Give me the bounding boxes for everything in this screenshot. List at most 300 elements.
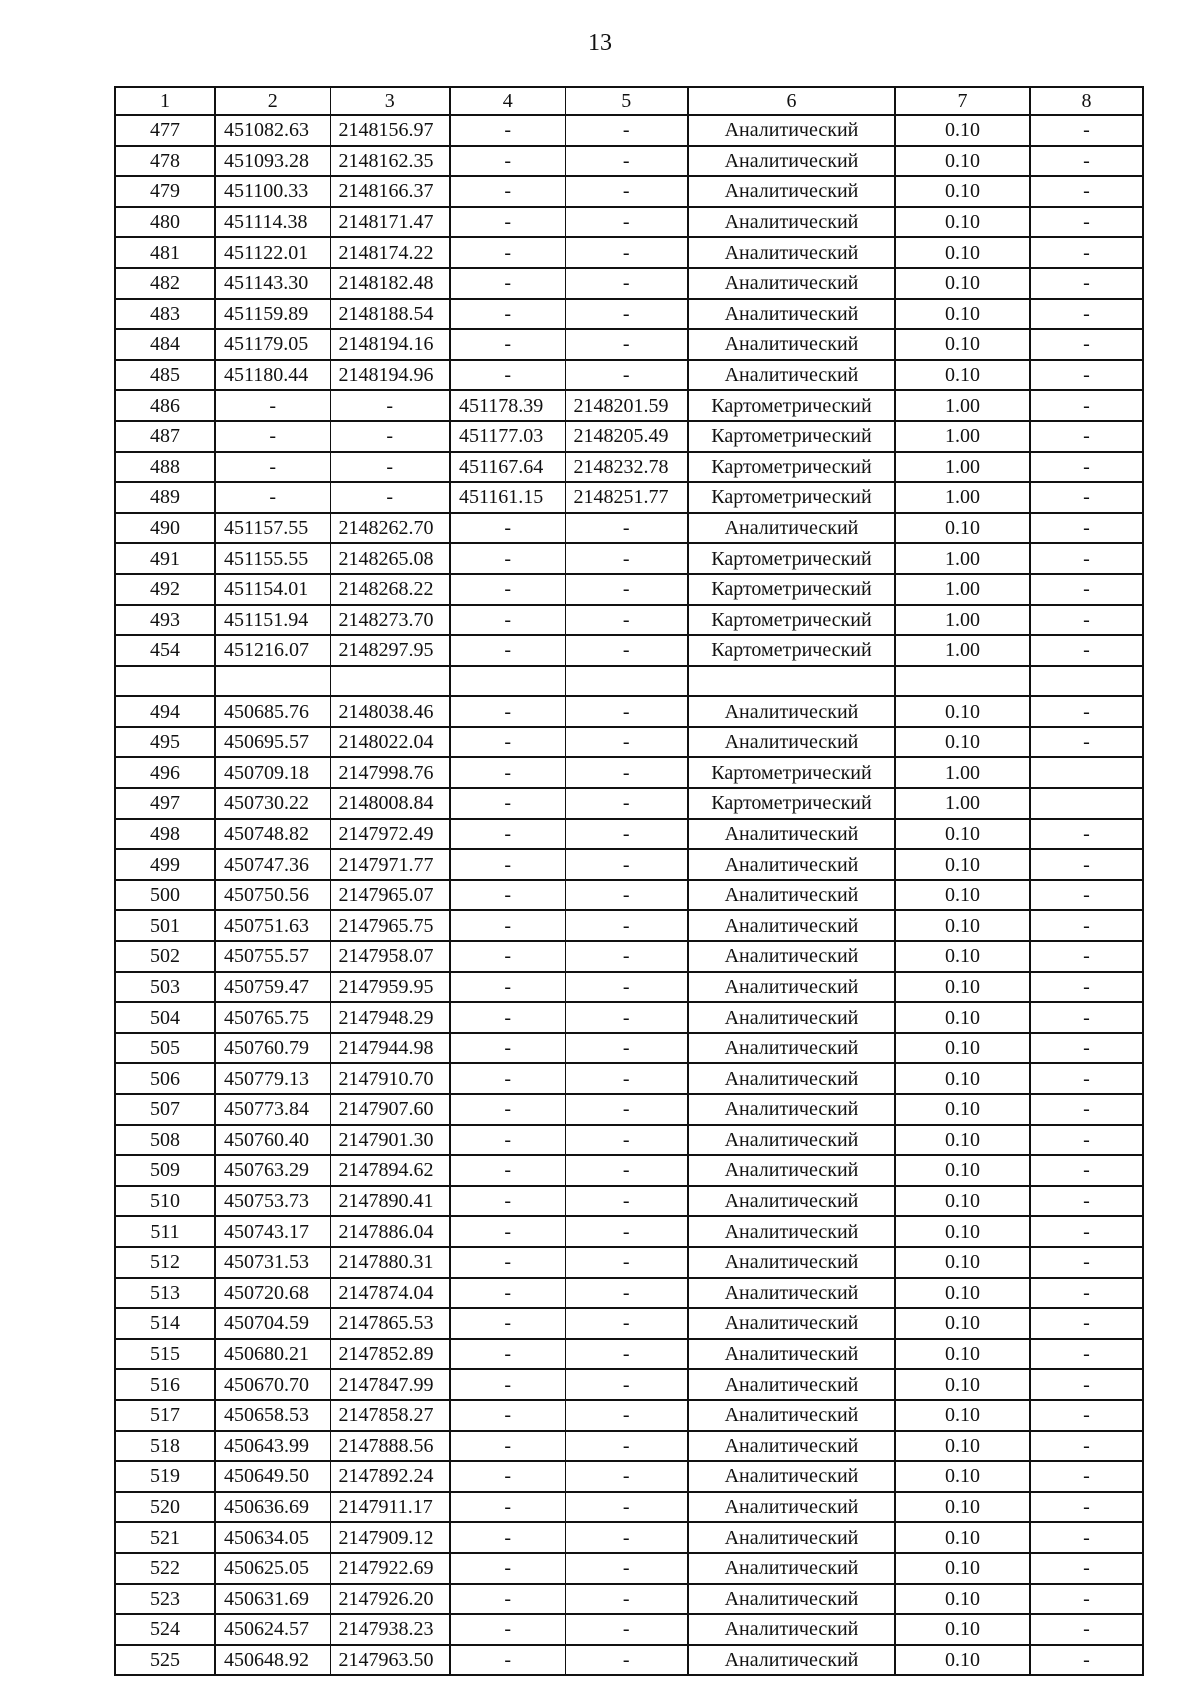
- table-cell: 2148194.96: [330, 360, 450, 391]
- table-cell: -: [450, 574, 565, 605]
- table-cell: -: [565, 207, 688, 238]
- table-cell: 1.00: [895, 421, 1030, 452]
- table-cell: [1030, 788, 1143, 819]
- table-cell: 2148174.22: [330, 237, 450, 268]
- table-cell: 0.10: [895, 1400, 1030, 1431]
- table-cell: 491: [115, 543, 215, 574]
- table-cell: 450759.47: [215, 972, 330, 1003]
- table-cell: -: [450, 941, 565, 972]
- table-cell: 450730.22: [215, 788, 330, 819]
- table-cell: 504: [115, 1002, 215, 1033]
- table-cell: 0.10: [895, 1431, 1030, 1462]
- table-cell: -: [565, 360, 688, 391]
- table-row: [115, 1431, 1143, 1462]
- table-cell: 2148232.78: [565, 452, 688, 483]
- table-cell: 450695.57: [215, 727, 330, 758]
- table-cell: -: [330, 421, 450, 452]
- table-cell: -: [1030, 972, 1143, 1003]
- table-cell: Аналитический: [688, 880, 895, 911]
- table-cell: 1.00: [895, 574, 1030, 605]
- table-cell: 2147922.69: [330, 1553, 450, 1584]
- table-row: [115, 1247, 1143, 1278]
- table-cell: 2147971.77: [330, 849, 450, 880]
- table-cell: 1.00: [895, 605, 1030, 636]
- table-cell: -: [330, 452, 450, 483]
- table-cell: 0.10: [895, 176, 1030, 207]
- table-cell: 496: [115, 757, 215, 788]
- table-row: [115, 1461, 1143, 1492]
- table-cell: 450680.21: [215, 1339, 330, 1370]
- table-cell: -: [1030, 360, 1143, 391]
- table-cell: -: [1030, 543, 1143, 574]
- table-cell: 450760.40: [215, 1125, 330, 1156]
- table-cell: Аналитический: [688, 1216, 895, 1247]
- table-cell: Аналитический: [688, 1247, 895, 1278]
- table-cell: 2147907.60: [330, 1094, 450, 1125]
- table-row: [115, 1186, 1143, 1217]
- table-row: [115, 1063, 1143, 1094]
- table-cell: 450753.73: [215, 1186, 330, 1217]
- table-cell: 2147852.89: [330, 1339, 450, 1370]
- table-cell: 450658.53: [215, 1400, 330, 1431]
- table-cell: -: [565, 329, 688, 360]
- table-cell: -: [565, 605, 688, 636]
- table-cell: Аналитический: [688, 1584, 895, 1615]
- table-cell: 2147892.24: [330, 1461, 450, 1492]
- table-cell: 0.10: [895, 329, 1030, 360]
- table-cell: 450648.92: [215, 1645, 330, 1676]
- table-cell: -: [450, 788, 565, 819]
- table-cell: Картометрический: [688, 635, 895, 666]
- table-cell: -: [1030, 1247, 1143, 1278]
- header-cell: 5: [565, 87, 688, 115]
- table-cell: -: [450, 605, 565, 636]
- table-cell: 482: [115, 268, 215, 299]
- table-cell: -: [330, 482, 450, 513]
- table-cell: 451178.39: [450, 390, 565, 421]
- table-cell: -: [1030, 482, 1143, 513]
- table-cell: 2148205.49: [565, 421, 688, 452]
- table-cell: -: [565, 268, 688, 299]
- table-cell: -: [565, 910, 688, 941]
- table-cell: 2147972.49: [330, 819, 450, 850]
- table-cell: 451179.05: [215, 329, 330, 360]
- table-cell: 515: [115, 1339, 215, 1370]
- table-cell: 2147888.56: [330, 1431, 450, 1462]
- table-row: [115, 1002, 1143, 1033]
- table-cell: 477: [115, 115, 215, 146]
- table-cell: Аналитический: [688, 1369, 895, 1400]
- table-cell: -: [565, 1155, 688, 1186]
- table-cell: 517: [115, 1400, 215, 1431]
- table-cell: 2147909.12: [330, 1522, 450, 1553]
- table-cell: -: [450, 1247, 565, 1278]
- table-cell: 450624.57: [215, 1614, 330, 1645]
- table-cell: 2147965.75: [330, 910, 450, 941]
- table-cell: 450743.17: [215, 1216, 330, 1247]
- table-cell: [895, 666, 1030, 697]
- table-cell: 0.10: [895, 513, 1030, 544]
- table-cell: 0.10: [895, 1125, 1030, 1156]
- table-cell: 450750.56: [215, 880, 330, 911]
- table-cell: -: [450, 207, 565, 238]
- table-row: [115, 1522, 1143, 1553]
- header-cell: 1: [115, 87, 215, 115]
- table-cell: -: [565, 819, 688, 850]
- table-cell: Аналитический: [688, 727, 895, 758]
- table-row: [115, 574, 1143, 605]
- table-cell: 2148022.04: [330, 727, 450, 758]
- table-cell: -: [1030, 176, 1143, 207]
- table-row: [115, 360, 1143, 391]
- table-cell: -: [1030, 910, 1143, 941]
- table-cell: 0.10: [895, 1461, 1030, 1492]
- table-row: [115, 176, 1143, 207]
- table-cell: 1.00: [895, 788, 1030, 819]
- table-cell: 2147944.98: [330, 1033, 450, 1064]
- table-cell: -: [1030, 1063, 1143, 1094]
- table-cell: 2148171.47: [330, 207, 450, 238]
- table-cell: 507: [115, 1094, 215, 1125]
- table-cell: 490: [115, 513, 215, 544]
- table-row: [115, 1278, 1143, 1309]
- table-cell: 2147858.27: [330, 1400, 450, 1431]
- table-row: [115, 452, 1143, 483]
- table-cell: 0.10: [895, 880, 1030, 911]
- table-cell: 0.10: [895, 910, 1030, 941]
- table-row: [115, 819, 1143, 850]
- table-cell: 0.10: [895, 1369, 1030, 1400]
- table-cell: 450755.57: [215, 941, 330, 972]
- table-cell: 451151.94: [215, 605, 330, 636]
- table-cell: Картометрический: [688, 605, 895, 636]
- table-cell: 0.10: [895, 1308, 1030, 1339]
- table-cell: 451122.01: [215, 237, 330, 268]
- table-cell: 2147926.20: [330, 1584, 450, 1615]
- table-cell: 516: [115, 1369, 215, 1400]
- table-cell: 450670.70: [215, 1369, 330, 1400]
- table-cell: Аналитический: [688, 941, 895, 972]
- table-row: [115, 1339, 1143, 1370]
- table-cell: 2148166.37: [330, 176, 450, 207]
- table-cell: -: [1030, 1614, 1143, 1645]
- table-cell: 2147938.23: [330, 1614, 450, 1645]
- table-cell: Аналитический: [688, 1094, 895, 1125]
- table-cell: 450649.50: [215, 1461, 330, 1492]
- table-cell: -: [565, 513, 688, 544]
- table-cell: 2147865.53: [330, 1308, 450, 1339]
- table-cell: 0.10: [895, 819, 1030, 850]
- table-cell: -: [565, 1522, 688, 1553]
- table-cell: 451159.89: [215, 299, 330, 330]
- table-cell: 0.10: [895, 1094, 1030, 1125]
- table-cell: -: [565, 1492, 688, 1523]
- table-cell: -: [565, 972, 688, 1003]
- table-cell: Аналитический: [688, 176, 895, 207]
- table-cell: -: [565, 299, 688, 330]
- table-cell: 0.10: [895, 1584, 1030, 1615]
- table-cell: -: [1030, 146, 1143, 177]
- table-cell: 0.10: [895, 1033, 1030, 1064]
- table-cell: -: [565, 757, 688, 788]
- table-cell: Аналитический: [688, 1553, 895, 1584]
- table-cell: 492: [115, 574, 215, 605]
- table-row: [115, 666, 1143, 697]
- table-cell: 2148156.97: [330, 115, 450, 146]
- table-cell: -: [1030, 605, 1143, 636]
- table-cell: 494: [115, 696, 215, 727]
- table-cell: -: [565, 788, 688, 819]
- table-cell: -: [450, 910, 565, 941]
- table-body: [115, 115, 1143, 1675]
- table-cell: -: [565, 849, 688, 880]
- table-row: [115, 299, 1143, 330]
- table-cell: -: [565, 146, 688, 177]
- table-cell: Аналитический: [688, 299, 895, 330]
- table-cell: -: [1030, 299, 1143, 330]
- table-cell: 450747.36: [215, 849, 330, 880]
- table-cell: Аналитический: [688, 1461, 895, 1492]
- table-cell: 451161.15: [450, 482, 565, 513]
- table-cell: 0.10: [895, 1492, 1030, 1523]
- table-row: [115, 635, 1143, 666]
- table-cell: -: [565, 635, 688, 666]
- table-cell: 2147948.29: [330, 1002, 450, 1033]
- table-cell: 2147886.04: [330, 1216, 450, 1247]
- table-cell: 0.10: [895, 1645, 1030, 1676]
- table-cell: -: [450, 1278, 565, 1309]
- table-cell: 451216.07: [215, 635, 330, 666]
- table-row: [115, 1553, 1143, 1584]
- table-cell: 2148251.77: [565, 482, 688, 513]
- table-row: [115, 696, 1143, 727]
- table-cell: 2147965.07: [330, 880, 450, 911]
- table-cell: Картометрический: [688, 788, 895, 819]
- table-cell: Аналитический: [688, 237, 895, 268]
- table-cell: 522: [115, 1553, 215, 1584]
- table-row: [115, 788, 1143, 819]
- table-cell: -: [1030, 1094, 1143, 1125]
- table-cell: 2148262.70: [330, 513, 450, 544]
- table-cell: Аналитический: [688, 696, 895, 727]
- table-cell: 0.10: [895, 727, 1030, 758]
- table-cell: 0.10: [895, 1553, 1030, 1584]
- table-cell: 2147890.41: [330, 1186, 450, 1217]
- table-cell: Аналитический: [688, 849, 895, 880]
- table-cell: 2147894.62: [330, 1155, 450, 1186]
- table-cell: 2148273.70: [330, 605, 450, 636]
- table-row: [115, 1216, 1143, 1247]
- table-cell: -: [450, 1614, 565, 1645]
- table-cell: 2148008.84: [330, 788, 450, 819]
- table-cell: -: [1030, 268, 1143, 299]
- page-number: 13: [588, 30, 612, 56]
- table-cell: 2147910.70: [330, 1063, 450, 1094]
- table-cell: -: [565, 880, 688, 911]
- table-cell: -: [565, 1339, 688, 1370]
- table-cell: -: [1030, 1033, 1143, 1064]
- table-cell: -: [1030, 574, 1143, 605]
- table-cell: Аналитический: [688, 910, 895, 941]
- table-cell: 487: [115, 421, 215, 452]
- table-cell: -: [450, 176, 565, 207]
- table-cell: -: [565, 1033, 688, 1064]
- table-cell: Аналитический: [688, 1339, 895, 1370]
- table-cell: -: [1030, 1492, 1143, 1523]
- table-cell: -: [565, 1216, 688, 1247]
- table-cell: -: [450, 1400, 565, 1431]
- table-cell: [115, 666, 215, 697]
- table-cell: 451114.38: [215, 207, 330, 238]
- table-row: [115, 1369, 1143, 1400]
- header-cell: 7: [895, 87, 1030, 115]
- table-cell: 450631.69: [215, 1584, 330, 1615]
- table-cell: Аналитический: [688, 1155, 895, 1186]
- table-cell: 501: [115, 910, 215, 941]
- table-cell: 454: [115, 635, 215, 666]
- table-cell: 450685.76: [215, 696, 330, 727]
- table-cell: 0.10: [895, 1278, 1030, 1309]
- table-cell: Картометрический: [688, 543, 895, 574]
- table-cell: Аналитический: [688, 1278, 895, 1309]
- table-cell: 450751.63: [215, 910, 330, 941]
- table-cell: 450636.69: [215, 1492, 330, 1523]
- table-cell: 451093.28: [215, 146, 330, 177]
- table-cell: -: [450, 1645, 565, 1676]
- table-cell: 2147963.50: [330, 1645, 450, 1676]
- table-cell: 451100.33: [215, 176, 330, 207]
- table-cell: -: [565, 176, 688, 207]
- table-cell: 451082.63: [215, 115, 330, 146]
- table-cell: 450720.68: [215, 1278, 330, 1309]
- table-cell: -: [450, 237, 565, 268]
- table-cell: 2148268.22: [330, 574, 450, 605]
- table-cell: Аналитический: [688, 360, 895, 391]
- table-cell: -: [565, 1002, 688, 1033]
- table-row: [115, 1033, 1143, 1064]
- table-cell: 518: [115, 1431, 215, 1462]
- table-cell: -: [450, 146, 565, 177]
- table-row: [115, 1492, 1143, 1523]
- table-cell: Аналитический: [688, 115, 895, 146]
- table-row: [115, 268, 1143, 299]
- table-cell: 2147911.17: [330, 1492, 450, 1523]
- table-cell: -: [450, 1186, 565, 1217]
- table-cell: Аналитический: [688, 1614, 895, 1645]
- table-cell: 1.00: [895, 757, 1030, 788]
- table-cell: Аналитический: [688, 1063, 895, 1094]
- table-cell: -: [565, 1308, 688, 1339]
- table-row: [115, 390, 1143, 421]
- table-cell: 0.10: [895, 972, 1030, 1003]
- table-cell: [565, 666, 688, 697]
- table-cell: Аналитический: [688, 207, 895, 238]
- table-row: [115, 237, 1143, 268]
- table-cell: 1.00: [895, 452, 1030, 483]
- table-cell: 480: [115, 207, 215, 238]
- table-cell: -: [450, 268, 565, 299]
- table-cell: -: [1030, 513, 1143, 544]
- table-cell: -: [1030, 849, 1143, 880]
- table-cell: 0.10: [895, 299, 1030, 330]
- table-cell: 450779.13: [215, 1063, 330, 1094]
- table-cell: 0.10: [895, 696, 1030, 727]
- table-cell: 1.00: [895, 390, 1030, 421]
- table-row: [115, 115, 1143, 146]
- table-header: [115, 87, 1143, 115]
- table-cell: -: [1030, 421, 1143, 452]
- table-cell: 514: [115, 1308, 215, 1339]
- table-cell: 0.10: [895, 1247, 1030, 1278]
- table-cell: 450704.59: [215, 1308, 330, 1339]
- table-cell: 521: [115, 1522, 215, 1553]
- table-cell: -: [450, 727, 565, 758]
- table-cell: 0.10: [895, 268, 1030, 299]
- table-cell: -: [450, 849, 565, 880]
- table-cell: -: [1030, 1125, 1143, 1156]
- table-cell: -: [565, 1186, 688, 1217]
- table-cell: -: [565, 1431, 688, 1462]
- table-cell: 508: [115, 1125, 215, 1156]
- table-cell: 520: [115, 1492, 215, 1523]
- table-cell: 2147874.04: [330, 1278, 450, 1309]
- table-cell: 2147959.95: [330, 972, 450, 1003]
- table-cell: [1030, 666, 1143, 697]
- table-cell: -: [450, 1584, 565, 1615]
- table-cell: Аналитический: [688, 146, 895, 177]
- table-cell: 488: [115, 452, 215, 483]
- table-cell: -: [1030, 1216, 1143, 1247]
- table-cell: -: [450, 513, 565, 544]
- table-cell: 506: [115, 1063, 215, 1094]
- table-cell: -: [565, 1278, 688, 1309]
- table-cell: Аналитический: [688, 1125, 895, 1156]
- table-cell: Аналитический: [688, 819, 895, 850]
- table-cell: 485: [115, 360, 215, 391]
- table-cell: 0.10: [895, 1063, 1030, 1094]
- table-row: [115, 207, 1143, 238]
- table-cell: -: [450, 1155, 565, 1186]
- table-cell: -: [450, 696, 565, 727]
- table-cell: 451155.55: [215, 543, 330, 574]
- table-cell: 479: [115, 176, 215, 207]
- table-cell: -: [450, 1461, 565, 1492]
- table-cell: 450634.05: [215, 1522, 330, 1553]
- table-cell: -: [1030, 635, 1143, 666]
- table-cell: -: [1030, 941, 1143, 972]
- table-cell: Аналитический: [688, 329, 895, 360]
- table-cell: Картометрический: [688, 390, 895, 421]
- table-cell: 2147901.30: [330, 1125, 450, 1156]
- table-cell: Картометрический: [688, 452, 895, 483]
- table-cell: 503: [115, 972, 215, 1003]
- table-cell: [215, 666, 330, 697]
- table-cell: -: [215, 421, 330, 452]
- table-cell: 510: [115, 1186, 215, 1217]
- table-cell: Аналитический: [688, 1308, 895, 1339]
- table-cell: -: [215, 390, 330, 421]
- table-cell: 450625.05: [215, 1553, 330, 1584]
- table-cell: -: [450, 1369, 565, 1400]
- table-cell: Аналитический: [688, 1492, 895, 1523]
- table-row: [115, 1155, 1143, 1186]
- table-cell: 511: [115, 1216, 215, 1247]
- table-cell: 451143.30: [215, 268, 330, 299]
- table-cell: -: [565, 1400, 688, 1431]
- table-cell: Картометрический: [688, 757, 895, 788]
- table-row: [115, 1125, 1143, 1156]
- table-cell: 495: [115, 727, 215, 758]
